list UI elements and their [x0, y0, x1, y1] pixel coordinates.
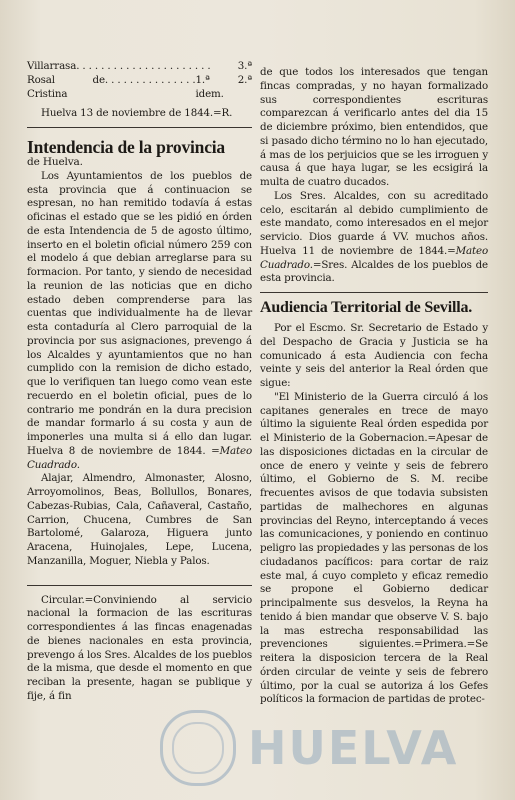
list-line-value: 1.ª 2.ª idem.	[195, 73, 252, 100]
paragraph: Alajar, Almendro, Almonaster, Alosno, Arroyomolinos, Beas, Bollullos, Bonares, Cabezas-Rubias, Cala, Cañaveral, Castaño, Carrion, Chucena, Cumbres de San Bartolomé, Galaroza, Higuera junto Aracena, Huinojales, Lepe, Lucena, Manzanilla, Moguer, Niebla y Palos.	[27, 472, 252, 567]
signature: =Mateo Cuadrado.	[260, 244, 488, 271]
list-line-label: Villarrasa	[27, 60, 77, 72]
paragraph: Los Sres. Alcaldes, con su acreditado celo, escitarán al debido cumplimiento de este mandato, como interesados en el mejor servicio. Dios guarde á VV. muchos años. Huelva 11 de noviembre de 1844.=Mateo Cuadrado.=Sres. Alcaldes de los pueblos de esta provincia.	[260, 189, 488, 285]
paragraph: Los Ayuntamientos de los pueblos de esta provincia que á continuacion se espresan, no han remitido todavía á estas oficinas el estado que se les pidió en órden de esta Intendencia de 5 de agosto último, inserto en el boletin oficial número 259 con el modelo á que debian arreglarse para su formacion. Por tanto, y siendo de necesidad la reunion de las noticias que en dicho estado deben comprenderse para las cuentas que individualmente ha de llevar esta contaduría al Clero parroquial de la provincia por sus asignaciones, prevengo á los Alcaldes y ayuntamientos que no han cumplido con la remision de dicho estado, que lo verifiquen tan luego como vean este recuerdo en el boletin oficial, pues de lo contrario me pondrán en la dura precision de mandar formarlo á su costa y aun de imponerles una multa si á ello dan lugar. Huelva 8 de noviembre de 1844. =Mateo Cuadrado.	[27, 169, 252, 471]
paragraph: Circular.=Conviniendo al servicio nacional la formacion de las escrituras correspondientes á las fincas enagenadas de bienes nacionales en esta provincia, prevengo á los Sres. Alcaldes de los pueblos de la misma, que desde el momento en que reciban la presente, hagan se publique y fije, á fin	[27, 593, 252, 702]
section-heading-sub: de Huelva.	[27, 156, 83, 168]
paragraph: "El Ministerio de la Guerra circuló á los capitanes generales en trece de mayo último la siguiente Real órden espedida por el Ministerio de la Gobernacion.=Apesar de las disposiciones dictadas en la circular de once de enero y veinte y seis de febrero último, el Gobierno de S. M. recibe frecuentes avisos de que todavia subsisten partidas de malhechores en algunas provincias del Reyno, interceptando á veces las comunicaciones, y poniendo en continuo peligro las propiedades y las personas de los ciudadanos pacíficos: para cortar de raiz este mal, á cuyo completo y eficaz remedio se propone el Gobierno dedicar principalmente sus desvelos, la Reyna ha tenido á bien mandar que observe V. S. bajo la mas estrecha responsabilidad las prevenciones siguientes.=Primera.=Se reitera la disposicion tercera de la Real órden circular de veinte y seis de febrero último, por la cual se autoriza á los Gefes políticos la formacion de partidas de protec-	[260, 390, 488, 706]
section-heading: Audiencia Territorial de Sevilla.	[260, 299, 473, 316]
signature: =Mateo Cuadrado.	[27, 444, 252, 471]
paragraph: Por el Escmo. Sr. Secretario de Estado y del Despacho de Gracia y Justicia se ha comunicado á esta Audiencia con fecha veinte y seis del anterior la Real órden que sigue:	[260, 322, 488, 389]
watermark-text: HUELVA	[248, 721, 459, 775]
list-line: Rosal de Cristina . . . . . . . . . . . . . . . 1.ª 2.ª idem.	[27, 73, 252, 100]
left-column	[27, 0, 252, 800]
right-column	[260, 0, 488, 800]
list-line: Villarrasa . . . . . . . . . . . . . . . . . . . . . . 3.ª	[27, 60, 252, 72]
list-line-label: Rosal de Cristina	[27, 73, 105, 100]
paragraph: de que todos los interesados que tengan fincas compradas, y no hayan formalizado sus correspondientes escrituras comparezcan á verificarlo antes del dia 15 de diciembre próximo, bien entendidos, que si pasado dicho término no lo han ejecutado, á mas de los perjuicios que se les irroguen y causa á que haya lugar, se les ecsigirá la multa de cuatro ducados.	[260, 66, 488, 188]
section-heading: Intendencia de la provincia	[27, 137, 225, 157]
dateline: Huelva 13 de noviembre de 1844.=R.	[41, 107, 233, 120]
list-line-value: 3.ª	[237, 60, 252, 72]
